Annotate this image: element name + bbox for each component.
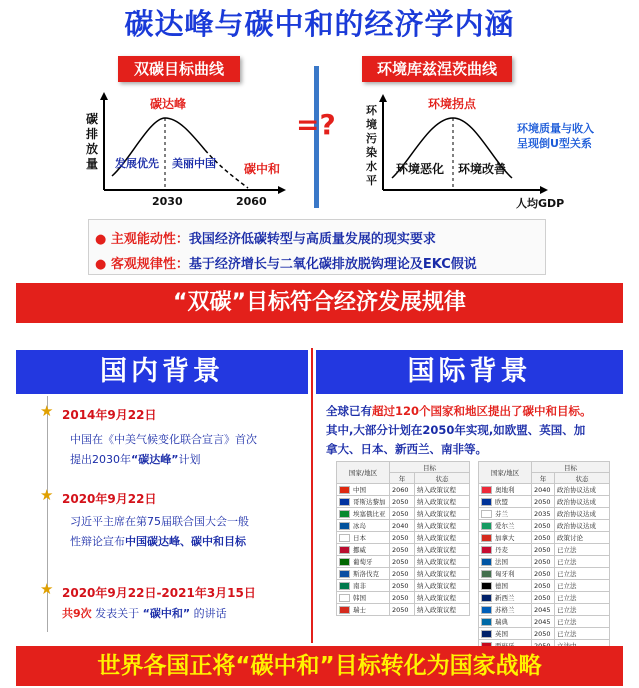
- country-status: 纳入政策议程: [415, 604, 470, 616]
- country-year: 2050: [532, 520, 555, 532]
- table-row: [479, 628, 610, 640]
- country-status: 已立法: [555, 568, 610, 580]
- event-2-date: 2020年9月22日: [62, 492, 157, 506]
- table-row: [337, 496, 470, 508]
- event-3-topic: “碳中和”: [142, 607, 191, 620]
- international-summary: [326, 402, 626, 459]
- country-status: 纳入政策议程: [415, 484, 470, 496]
- right-chart-phase1: 环境恶化: [396, 162, 445, 176]
- table-row: [337, 544, 470, 556]
- flag-icon: [339, 534, 350, 542]
- th-year: 年: [532, 473, 555, 484]
- country-name: 新西兰: [495, 594, 515, 602]
- left-chart-y-arrow: [100, 92, 108, 100]
- country-status: 政治协议达成: [555, 484, 610, 496]
- table-row: [479, 508, 610, 520]
- table-left-wrap: [336, 461, 470, 616]
- country-name: 斯洛伐克: [353, 570, 379, 578]
- country-status: 已立法: [555, 544, 610, 556]
- left-chart-x2: 2060: [236, 195, 267, 208]
- summary-line3: 拿大、日本、新西兰、南非等。: [326, 442, 487, 456]
- flag-icon: [481, 606, 492, 614]
- country-year: 2050: [532, 544, 555, 556]
- table-row: [479, 568, 610, 580]
- left-chart-label: 双碳目标曲线: [118, 56, 240, 82]
- country-status: 政策讨论: [555, 532, 610, 544]
- country-status: 纳入政策议程: [415, 556, 470, 568]
- country-status: 纳入政策议程: [415, 568, 470, 580]
- table-right-wrap: [478, 461, 610, 652]
- flag-icon: [481, 570, 492, 578]
- country-name: 欧盟: [495, 498, 508, 506]
- domestic-header: 国内背景: [16, 350, 308, 394]
- right-chart-label: 环境库兹涅茨曲线: [362, 56, 512, 82]
- country-table-right: [478, 461, 610, 652]
- country-year: 2060: [390, 484, 415, 496]
- bullet-dot: ●: [95, 232, 111, 247]
- country-year: 2050: [532, 568, 555, 580]
- flag-icon: [481, 534, 492, 542]
- table-row: [337, 532, 470, 544]
- flag-icon: [339, 582, 350, 590]
- country-status: 纳入政策议程: [415, 592, 470, 604]
- country-status: 政治协议达成: [555, 508, 610, 520]
- country-name: 挪威: [353, 546, 366, 554]
- country-name: 丹麦: [495, 546, 508, 554]
- event-1-date: 2014年9月22日: [62, 408, 157, 422]
- left-chart-end: 碳中和: [244, 162, 281, 176]
- th-region: 国家/地区: [479, 462, 532, 484]
- country-year: 2035: [532, 508, 555, 520]
- country-status: 已立法: [555, 604, 610, 616]
- flag-icon: [339, 570, 350, 578]
- country-name: 冰岛: [353, 522, 366, 530]
- summary-line2: 其中,大部分计划在2050年实现,如欧盟、英国、加: [326, 423, 586, 437]
- bullet-2-head: 客观规律性：: [110, 257, 189, 272]
- bullet-2: [95, 253, 477, 272]
- event-1-line2-post: 计划: [178, 453, 201, 466]
- left-chart-phase2: 美丽中国: [172, 157, 216, 170]
- compare-sign: =?: [296, 108, 336, 141]
- right-chart-phase2: 环境改善: [458, 162, 507, 176]
- table-row: [337, 520, 470, 532]
- country-status: 已立法: [555, 556, 610, 568]
- table-row: [337, 580, 470, 592]
- flag-icon: [339, 510, 350, 518]
- flag-icon: [339, 522, 350, 530]
- country-status: 已立法: [555, 592, 610, 604]
- country-name: 南非: [353, 582, 366, 590]
- left-chart-ylabel: 碳排放量: [86, 112, 99, 171]
- bullet-2-body: 基于经济增长与二氧化碳排放脱钩理论及EKC假说: [188, 257, 477, 272]
- event-3-post: 的讲话: [190, 607, 227, 620]
- event-1-line1: 中国在《中美气候变化联合宣言》首次: [70, 433, 257, 446]
- flag-icon: [481, 594, 492, 602]
- country-status: 纳入政策议程: [415, 496, 470, 508]
- table-row: [337, 568, 470, 580]
- country-year: 2050: [532, 496, 555, 508]
- left-chart-peak: 碳达峰: [150, 97, 187, 111]
- table-row: [479, 496, 610, 508]
- country-name: 苏格兰: [495, 606, 515, 614]
- country-status: 纳入政策议程: [415, 520, 470, 532]
- right-chart-x-arrow: [540, 186, 548, 194]
- country-name: 中国: [353, 486, 366, 494]
- event-3-desc: [62, 604, 308, 624]
- country-year: 2050: [390, 604, 415, 616]
- country-year: 2045: [532, 616, 555, 628]
- country-status: 政治协议达成: [555, 496, 610, 508]
- event-2-line2-bold: 中国碳达峰、碳中和目标: [125, 535, 246, 548]
- left-chart-x-arrow: [278, 186, 286, 194]
- country-year: 2050: [390, 580, 415, 592]
- country-year: 2040: [532, 484, 555, 496]
- right-chart-note-2: 呈现倒U型关系: [517, 137, 592, 150]
- table-row: [337, 508, 470, 520]
- country-year: 2050: [390, 556, 415, 568]
- country-year: 2050: [532, 556, 555, 568]
- country-name: 德国: [495, 582, 508, 590]
- th-target: 目标: [390, 462, 470, 473]
- country-name: 芬兰: [495, 510, 508, 518]
- country-name: 日本: [353, 534, 366, 542]
- country-table-left: [336, 461, 470, 616]
- flag-icon: [339, 498, 350, 506]
- right-chart-note-1: 环境质量与收入: [517, 122, 594, 135]
- flag-icon: [481, 522, 492, 530]
- country-name: 加拿大: [495, 534, 515, 542]
- flag-icon: [339, 486, 350, 494]
- country-year: 2050: [390, 508, 415, 520]
- table-row: [337, 604, 470, 616]
- right-chart-xlabel: 人均GDP: [516, 197, 565, 210]
- country-year: 2050: [390, 592, 415, 604]
- country-name: 法国: [495, 558, 508, 566]
- panel-divider: [311, 348, 313, 643]
- flag-icon: [481, 510, 492, 518]
- bullet-1-head: 主观能动性：: [110, 232, 189, 247]
- country-year: 2040: [390, 520, 415, 532]
- country-year: 2050: [390, 544, 415, 556]
- flag-icon: [339, 546, 350, 554]
- country-name: 埃塞俄比亚: [353, 510, 386, 518]
- th-status: 状态: [555, 473, 610, 484]
- th-target: 目标: [532, 462, 610, 473]
- event-1-line2-bold: “碳达峰”: [131, 453, 179, 466]
- country-status: 纳入政策议程: [415, 532, 470, 544]
- star-icon: ★: [40, 402, 54, 420]
- table-row: [479, 580, 610, 592]
- event-3-mid: 发表关于: [91, 607, 143, 620]
- country-name: 英国: [495, 630, 508, 638]
- country-status: 纳入政策议程: [415, 508, 470, 520]
- banner-top: “双碳”目标符合经济发展规律: [16, 283, 623, 323]
- th-status: 状态: [415, 473, 470, 484]
- country-year: 2050: [390, 496, 415, 508]
- table-row: [479, 604, 610, 616]
- bullet-1-body: 我国经济低碳转型与高质量发展的现实要求: [188, 232, 436, 247]
- table-row: [479, 520, 610, 532]
- country-year: 2050: [532, 580, 555, 592]
- flag-icon: [481, 618, 492, 626]
- table-row: [479, 592, 610, 604]
- flag-icon: [481, 582, 492, 590]
- country-name: 匈牙利: [495, 570, 515, 578]
- flag-icon: [481, 546, 492, 554]
- country-year: 2050: [532, 592, 555, 604]
- country-status: 纳入政策议程: [415, 544, 470, 556]
- right-chart-y-arrow: [379, 94, 387, 102]
- star-icon: ★: [40, 580, 54, 598]
- international-header: 国际背景: [316, 350, 623, 394]
- event-3-count: 共9次: [62, 607, 92, 620]
- country-status: 政治协议达成: [555, 520, 610, 532]
- event-2-line1: 习近平主席在第75届联合国大会一般: [70, 515, 249, 528]
- banner-bottom: 世界各国正将“碳中和”目标转化为国家战略: [16, 646, 623, 686]
- event-1-line2-pre: 提出2030年: [70, 453, 131, 466]
- country-name: 爱尔兰: [495, 522, 515, 530]
- star-icon: ★: [40, 486, 54, 504]
- country-status: 已立法: [555, 580, 610, 592]
- event-2-desc: [70, 512, 306, 552]
- right-chart-ylabel: 环境污染水平: [366, 104, 377, 187]
- table-row: [337, 484, 470, 496]
- country-year: 2050: [390, 568, 415, 580]
- summary-pre: 全球已有: [326, 404, 372, 418]
- table-row: [479, 616, 610, 628]
- flag-icon: [339, 606, 350, 614]
- event-1-desc: [70, 430, 306, 470]
- country-year: 2050: [532, 532, 555, 544]
- table-row: [479, 556, 610, 568]
- flag-icon: [339, 594, 350, 602]
- table-row: [337, 592, 470, 604]
- country-name: 奥地利: [495, 486, 515, 494]
- table-row: [479, 532, 610, 544]
- flag-icon: [481, 486, 492, 494]
- country-name: 韩国: [353, 594, 366, 602]
- left-chart-phase1: 发展优先: [115, 157, 159, 170]
- country-name: 瑞士: [353, 606, 366, 614]
- bullet-1: [95, 228, 436, 247]
- event-2-line2-pre: 性辩论宣布: [70, 535, 125, 548]
- left-chart-x1: 2030: [152, 195, 183, 208]
- flag-icon: [481, 558, 492, 566]
- th-region: 国家/地区: [337, 462, 390, 484]
- th-year: 年: [390, 473, 415, 484]
- bullet-dot: ●: [95, 257, 111, 272]
- country-status: 已立法: [555, 628, 610, 640]
- flag-icon: [481, 498, 492, 506]
- country-status: 纳入政策议程: [415, 580, 470, 592]
- country-year: 2045: [532, 604, 555, 616]
- country-name: 葡萄牙: [353, 558, 373, 566]
- event-3-date: 2020年9月22日-2021年3月15日: [62, 586, 256, 600]
- country-name: 哥斯达黎加: [353, 498, 386, 506]
- summary-highlight: 超过120个国家和地区提出了碳中和目标。: [372, 404, 592, 418]
- country-name: 瑞典: [495, 618, 508, 626]
- page-title: 碳达峰与碳中和的经济学内涵: [124, 7, 515, 41]
- table-row: [337, 556, 470, 568]
- flag-icon: [339, 558, 350, 566]
- table-row: [479, 544, 610, 556]
- country-year: 2050: [532, 628, 555, 640]
- country-year: 2050: [390, 532, 415, 544]
- country-status: 已立法: [555, 616, 610, 628]
- flag-icon: [481, 630, 492, 638]
- table-row: [479, 484, 610, 496]
- right-chart-peak: 环境拐点: [428, 97, 477, 111]
